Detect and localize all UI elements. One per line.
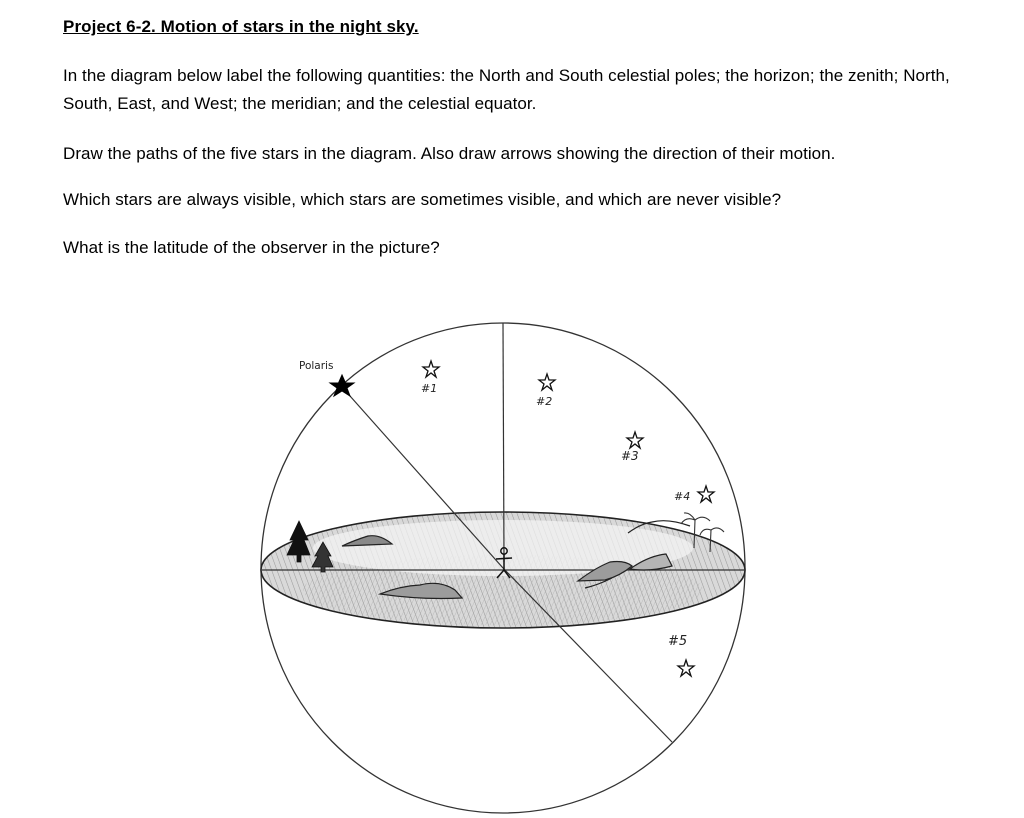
- star-2-label: #2: [536, 395, 553, 408]
- polaris-label: Polaris: [299, 360, 334, 372]
- star-2-icon: [539, 374, 555, 390]
- star-3-icon: [627, 432, 643, 448]
- star-4-icon: [698, 486, 714, 502]
- horizon-plane: [261, 512, 745, 628]
- star-1-label: #1: [421, 382, 438, 395]
- page-title: Project 6-2. Motion of stars in the night sky.: [63, 17, 419, 36]
- instruction-paths: Draw the paths of the five stars in the diagram. Also draw arrows showing the direction of their motion.: [63, 144, 836, 163]
- instruction-labels: In the diagram below label the following quantities: the North and South celestial poles; the horizon; the zenith; North, South, East, and West; the meridian; and the celestial equator.: [63, 66, 950, 113]
- question-latitude: What is the latitude of the observer in the picture?: [63, 238, 440, 257]
- star-3-label: #3: [621, 449, 639, 463]
- star-4-label: #4: [674, 490, 691, 503]
- star-5-label: #5: [668, 634, 688, 649]
- star-5-icon: [678, 660, 694, 676]
- star-1-icon: [423, 361, 439, 377]
- question-visibility: Which stars are always visible, which stars are sometimes visible, and which are never visible?: [63, 190, 782, 209]
